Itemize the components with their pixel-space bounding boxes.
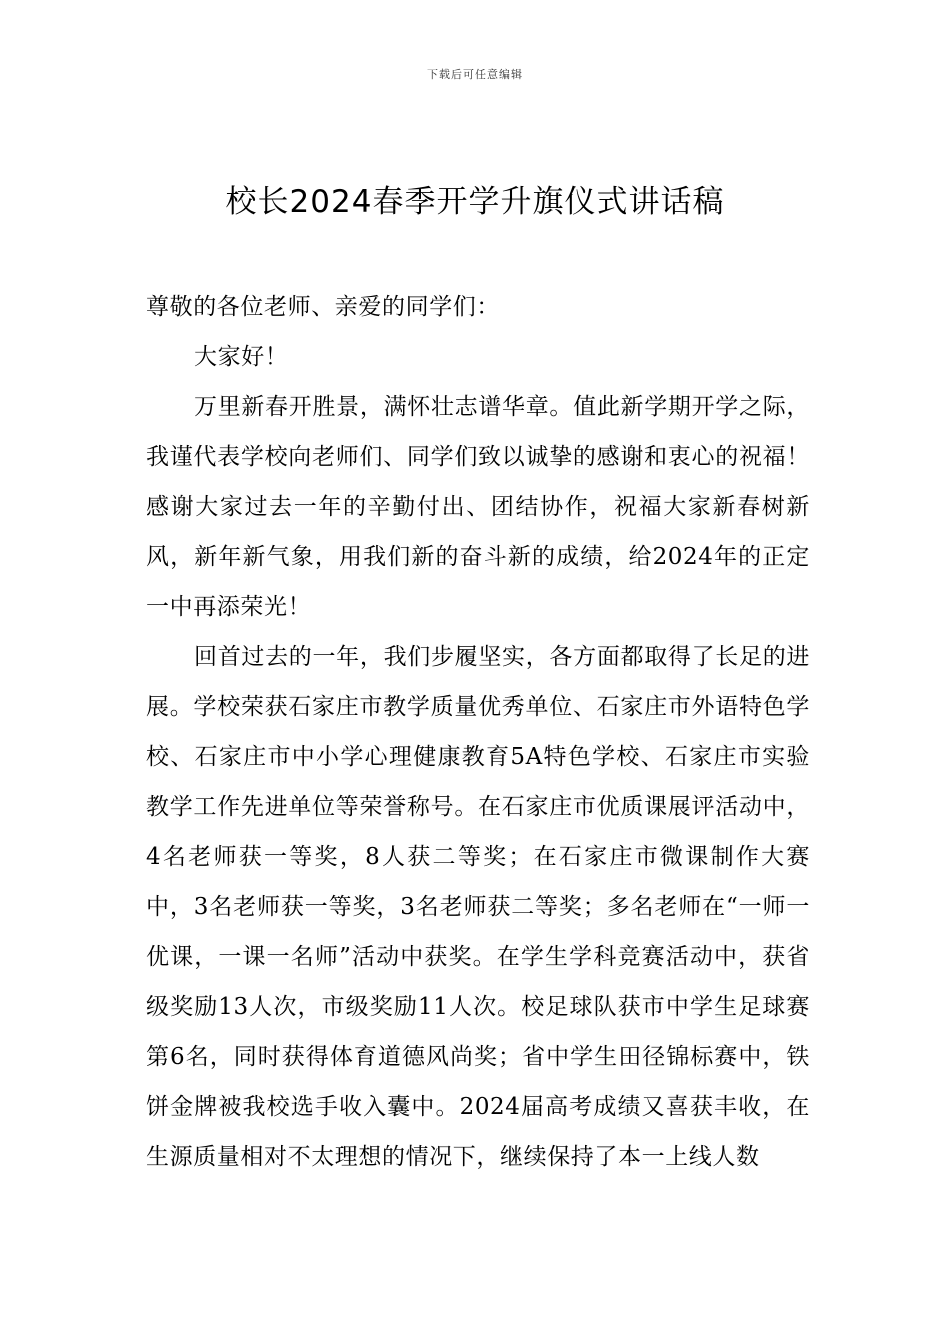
salutation: 尊敬的各位老师、亲爱的同学们： bbox=[146, 294, 500, 320]
document-title: 校长2024春季开学升旗仪式讲话稿 bbox=[225, 184, 725, 220]
paragraph-1: 万里新春开胜景，满怀壮志谱华章。值此新学期开学之际，我谨代表学校向老师们、同学们致以诚挚的感谢和衷心的祝福！感谢大家过去一年的辛勤付出、团结协作，祝福大家新春树新风，新年新气象，用我们新的奋斗新的成绩，给2024年的正定一中再添荣光！ bbox=[146, 394, 810, 620]
document-body bbox=[146, 282, 810, 1182]
header-note: 下载后可任意编辑 bbox=[427, 68, 523, 81]
paragraph-2: 回首过去的一年，我们步履坚实，各方面都取得了长足的进展。学校荣获石家庄市教学质量优秀单位、石家庄市外语特色学校、石家庄市中小学心理健康教育5A特色学校、石家庄市实验教学工作先进单位等荣誉称号。在石家庄市优质课展评活动中，4名老师获一等奖，8人获二等奖；在石家庄市微课制作大赛中，3名老师获一等奖，3名老师获二等奖；多名老师在“一师一优课，一课一名师”活动中获奖。在学生学科竞赛活动中，获省级奖励13人次，市级奖励11人次。校足球队获市中学生足球赛第6名，同时获得体育道德风尚奖；省中学生田径锦标赛中，铁饼金牌被我校选手收入囊中。2024届高考成绩又喜获丰收，在生源质量相对不太理想的情况下，继续保持了本一上线人数 bbox=[146, 644, 810, 1170]
greeting: 大家好！ bbox=[194, 344, 289, 370]
